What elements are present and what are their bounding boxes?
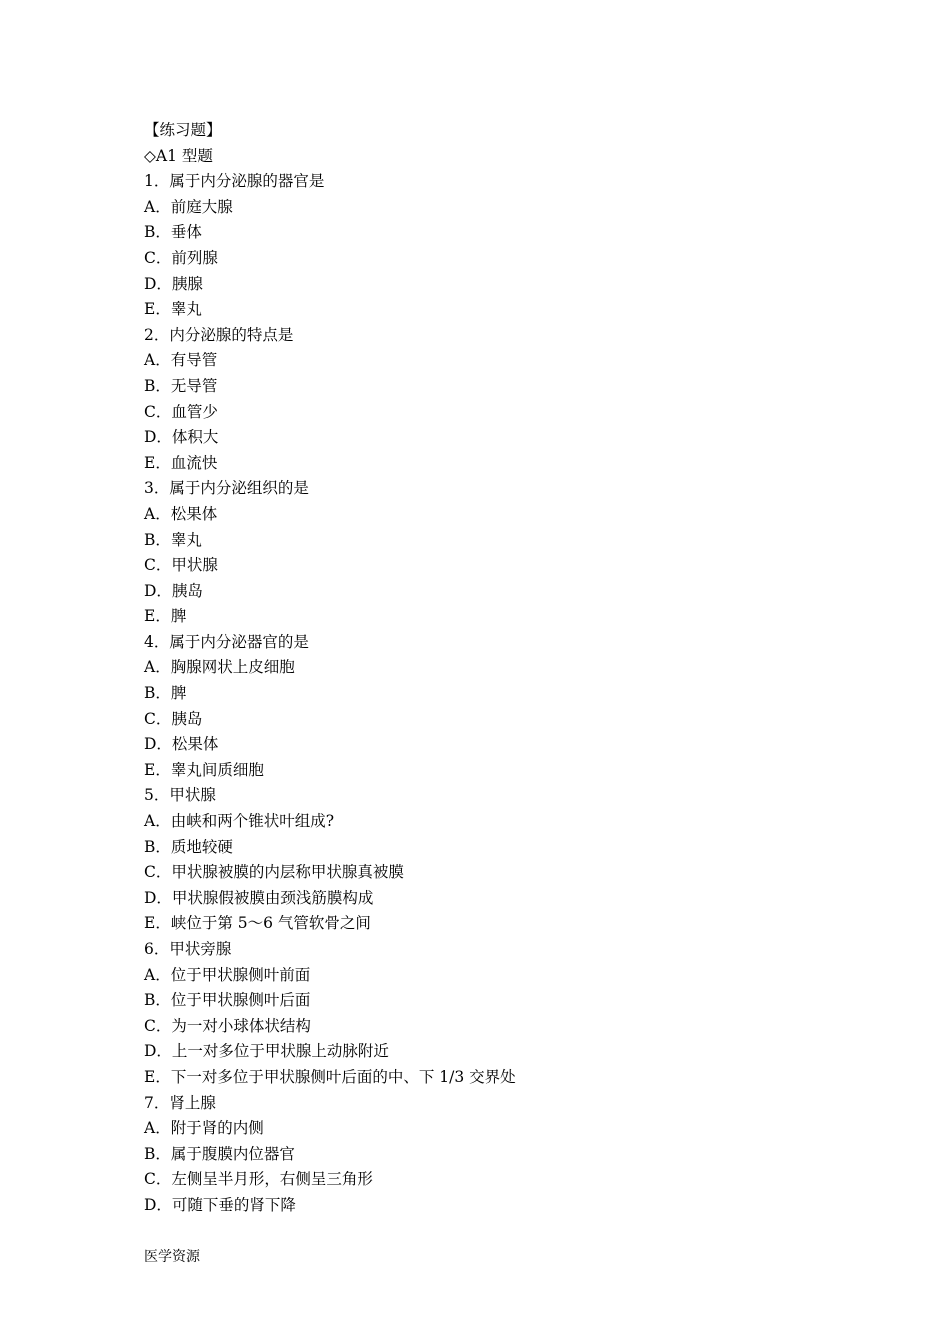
- question-stem: 7．肾上腺: [144, 1093, 216, 1112]
- answer-option: A．胸腺网状上皮细胞: [144, 658, 295, 677]
- answer-option: A．有导管: [144, 351, 218, 370]
- question-2: [144, 323, 844, 477]
- answer-option: A．位于甲状腺侧叶前面: [144, 965, 311, 984]
- answer-option: C．左侧呈半月形，右侧呈三角形: [144, 1170, 373, 1189]
- answer-option: E．睾丸: [144, 300, 202, 319]
- answer-option: A．由峡和两个锥状叶组成?: [144, 812, 335, 831]
- answer-option: A．附于肾的内侧: [144, 1119, 264, 1138]
- answer-option: E．脾: [144, 607, 187, 626]
- answer-option: D．体积大: [144, 428, 219, 447]
- question-3: [144, 476, 844, 630]
- page-footer: 医学资源: [144, 1249, 200, 1265]
- question-type-label: ◇A1 型题: [144, 146, 213, 165]
- answer-option: B．属于腹膜内位器官: [144, 1144, 295, 1163]
- answer-option: D．胰岛: [144, 581, 203, 600]
- answer-option: A．前庭大腺: [144, 197, 233, 216]
- answer-option: C．甲状腺被膜的内层称甲状腺真被膜: [144, 863, 404, 882]
- answer-option: B．脾: [144, 684, 187, 703]
- answer-option: E．睾丸间质细胞: [144, 760, 264, 779]
- answer-option: B．垂体: [144, 223, 202, 242]
- answer-option: A．松果体: [144, 504, 218, 523]
- answer-option: C．血管少: [144, 402, 218, 421]
- answer-option: B．质地较硬: [144, 837, 233, 856]
- question-1: [144, 169, 844, 323]
- answer-option: C．前列腺: [144, 248, 218, 267]
- answer-option: B．无导管: [144, 376, 218, 395]
- exercise-heading: 【练习题】: [144, 121, 222, 139]
- question-stem: 4．属于内分泌器官的是: [144, 632, 309, 651]
- answer-option: B．位于甲状腺侧叶后面: [144, 991, 311, 1010]
- answer-option: D．上一对多位于甲状腺上动脉附近: [144, 1042, 389, 1061]
- question-6: [144, 937, 844, 1091]
- question-stem: 1．属于内分泌腺的器官是: [144, 172, 325, 191]
- answer-option: C．甲状腺: [144, 556, 218, 575]
- question-stem: 2．内分泌腺的特点是: [144, 325, 294, 344]
- answer-option: E．峡位于第 5～6 气管软骨之间: [144, 914, 371, 933]
- document-body: [144, 118, 844, 1219]
- question-4: [144, 630, 844, 784]
- question-7: [144, 1091, 844, 1219]
- answer-option: B．睾丸: [144, 530, 202, 549]
- answer-option: D．甲状腺假被膜由颈浅筋膜构成: [144, 888, 374, 907]
- answer-option: C．胰岛: [144, 709, 203, 728]
- answer-option: D．松果体: [144, 735, 219, 754]
- answer-option: E．血流快: [144, 453, 218, 472]
- question-stem: 5．甲状腺: [144, 786, 216, 805]
- question-5: [144, 783, 844, 937]
- answer-option: D．可随下垂的肾下降: [144, 1195, 296, 1214]
- question-stem: 3．属于内分泌组织的是: [144, 479, 309, 498]
- answer-option: D．胰腺: [144, 274, 203, 293]
- question-stem: 6．甲状旁腺: [144, 940, 232, 958]
- answer-option: E．下一对多位于甲状腺侧叶后面的中、下 1/3 交界处: [144, 1067, 516, 1086]
- answer-option: C．为一对小球体状结构: [144, 1016, 311, 1035]
